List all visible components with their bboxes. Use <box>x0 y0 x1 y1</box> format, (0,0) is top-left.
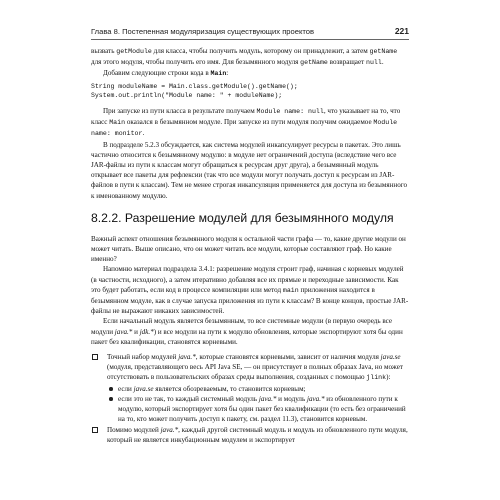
italic-term: java.* <box>306 394 325 403</box>
paragraph: Добавим следующие строки кода в Main: <box>103 69 229 78</box>
inline-code: Module name: null <box>256 108 324 116</box>
inline-code: Module name: monitor <box>91 119 398 138</box>
checkbox-bullet-icon <box>92 354 98 360</box>
sub-list-item: если это не так, то каждый системный модуль java.* и модуль java.* из обновленного пути к модулю, который экспортирует хотя бы один пакет без квалификации (то есть без ограничений на то, кто может получить доступ к пакету, см. раздел 11.3), становится корневым. <box>91 394 409 425</box>
code-line: String moduleName = Main.class.getModule().getName(); <box>91 82 298 90</box>
bullet-icon <box>109 387 113 391</box>
inline-code: Main <box>109 119 126 127</box>
section-heading: 8.2.2. Разрешение модулей для безымянного модуля <box>91 210 394 225</box>
list-item: Точный набор модулей java.*, которые становятся корневыми, зависит от наличия модуля java.se (модуля, представляющего весь API Java SE, — он присутствует в полных образах Java, но может отсутствовать в пользовательских образах среды выполнения, созданных с помощью jlink): <box>91 352 409 384</box>
inline-code: getName <box>300 59 328 67</box>
italic-term: java.* <box>160 425 179 434</box>
paragraph: Напомню материал подраздела 3.4.1: разрешение модуля строит граф, начиная с корневых модулей (в частности, исходного), а затем итеративно добавляя все их прямые и переходные зависимости. Как это будет работать, если код в процессе компиляции или метод main приложения находится в безымянном модуле, как в случае запуска приложения из пути к классам? В конце концов, простые JAR-файлы не выражают никаких зависимостей. <box>91 265 409 316</box>
inline-code: Main <box>210 70 227 78</box>
running-header <box>91 24 409 40</box>
italic-term: java.* <box>258 394 277 403</box>
inline-code: null <box>365 59 382 67</box>
page-body <box>91 46 409 445</box>
paragraph: вызвать getModule для класса, чтобы получить модуль, которому он принадлежит, а затем getName для этого модуля, чтобы получить его имя. Для безымянного модуля getName возвращает null. <box>91 47 398 67</box>
bullet-icon <box>109 397 113 401</box>
checkbox-bullet-icon <box>92 427 98 433</box>
italic-term: jdk.* <box>139 327 154 336</box>
inline-code: jlink <box>366 374 387 382</box>
italic-term: java.se <box>133 384 154 393</box>
paragraph: При запуске из пути класса в результате получаем Module name: null, что указывает на то, что класс Main оказался в безымянном модуле. При запуске из пути модуля получим ожидаемое Module name: monitor. <box>91 107 401 138</box>
code-block <box>91 82 409 100</box>
inline-code: getName <box>369 48 398 55</box>
inline-code: getModule <box>116 48 152 55</box>
code-line: System.out.println("Module name: " + moduleName); <box>91 91 283 99</box>
paragraph: В подразделе 5.2.3 обсуждается, как система модулей инкапсулирует ресурсы в пакетах. Это лишь частично относится к безымянному модулю: в модуле нет ограничений доступа (вследствие чего все JAR-файлы из пути к классам могут обращаться к ресурсам друг друга), а безымянный модуль открывает все пакеты для рефлексии (так что все модули могут получать доступ к ресурсам из JAR-файлов в пути к классам). Тем не менее строгая инкапсуляция применяется для доступа из безымянного к именованному модулю. <box>91 140 408 200</box>
inline-code: main <box>282 286 299 294</box>
sub-list-item: если java.se является обозреваемым, то становится корневым; <box>91 384 409 394</box>
italic-term: java.* <box>114 327 133 336</box>
chapter-title: Глава 8. Постепенная модуляризация существующих проектов <box>91 27 315 36</box>
italic-term: java.se <box>380 353 401 362</box>
italic-term: java.* <box>178 353 196 362</box>
paragraph: Если начальный модуль является безымянным, то все системные модули (в первую очередь все модули java.* и jdk.*) и все модули на пути к модулю обновления, которые экспортируют хотя бы один пакет без квалификации, становятся корневыми. <box>91 317 403 346</box>
page-number: 221 <box>394 26 409 36</box>
paragraph: Важный аспект отношения безымянного модуля к остальной части графа — то, какие другие модули он может читать. Выше описано, что он может читать все модули, которые составляют граф. Но какие именно? <box>91 234 406 264</box>
list-item: Помимо модулей java.*, каждый другой системный модуль и модуль из обновленного пути модуля, который не является инкубационным модулем и экспортирует <box>91 425 409 445</box>
